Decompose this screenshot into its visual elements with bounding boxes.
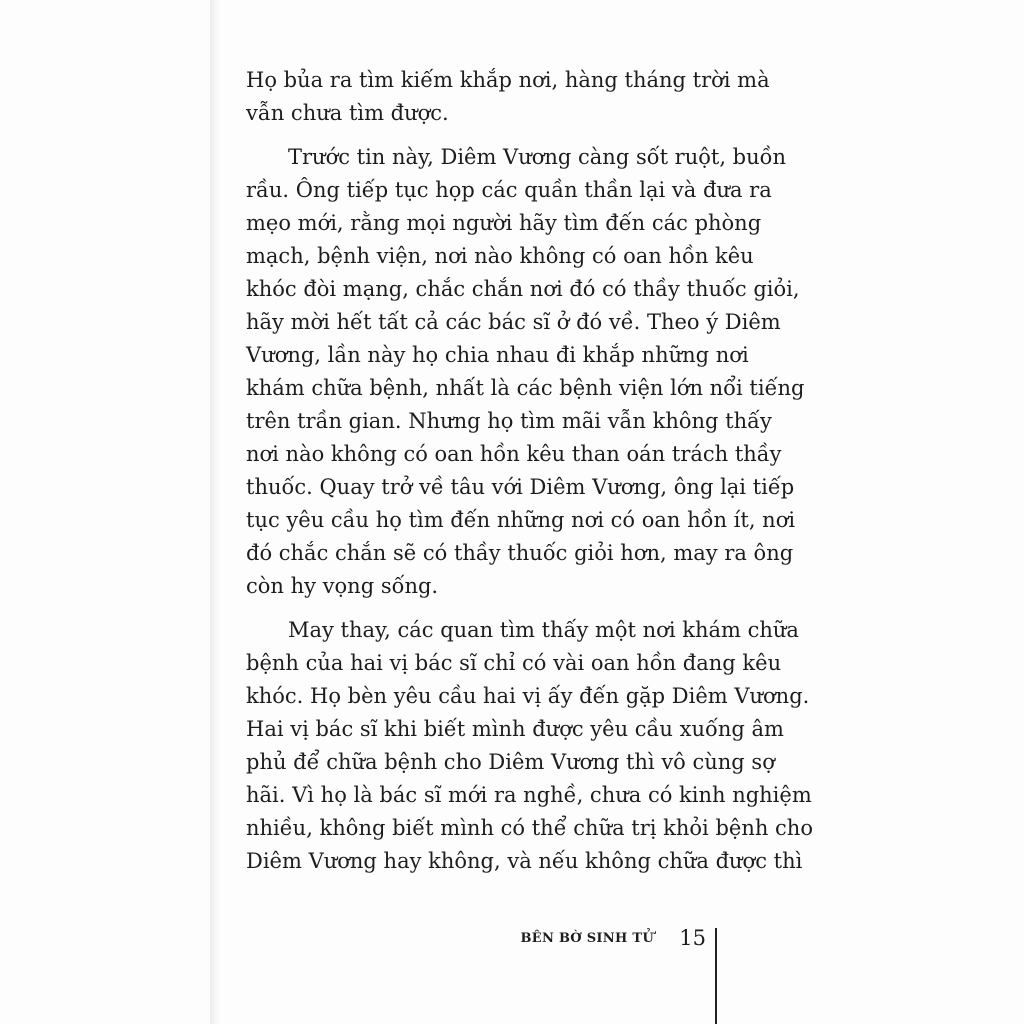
text-line: phủ để chữa bệnh cho Diêm Vương thì vô cùng sợ — [246, 750, 775, 774]
text-line: khóc. Họ bèn yêu cầu hai vị ấy đến gặp Diêm Vương. — [246, 684, 810, 708]
text-line: hãy mời hết tất cả các bác sĩ ở đó về. Theo ý Diêm — [246, 310, 781, 334]
text-line: Họ bủa ra tìm kiếm khắp nơi, hàng tháng trời mà — [246, 68, 770, 92]
text-line: khóc đòi mạng, chắc chắn nơi đó có thầy thuốc giỏi, — [246, 277, 800, 301]
text-line: tục yêu cầu họ tìm đến những nơi có oan hồn ít, nơi — [246, 508, 796, 532]
text-line: thuốc. Quay trở về tâu với Diêm Vương, ông lại tiếp — [246, 475, 795, 499]
body-text — [246, 64, 813, 878]
text-line: nhiều, không biết mình có thể chữa trị khỏi bệnh cho — [246, 816, 813, 840]
text-line: Trước tin này, Diêm Vương càng sốt ruột, buồn — [288, 145, 787, 169]
running-title: BÊN BỜ SINH TỬ — [520, 931, 654, 946]
footer-vertical-rule — [715, 928, 717, 1024]
text-line: nơi nào không có oan hồn kêu than oán trách thầy — [246, 442, 782, 466]
text-line: rầu. Ông tiếp tục họp các quần thần lại và đưa ra — [246, 178, 772, 202]
page-number: 15 — [679, 926, 706, 950]
paragraph-3 — [246, 614, 813, 878]
text-line: trên trần gian. Nhưng họ tìm mãi vẫn không thấy — [246, 409, 772, 433]
text-line: còn hy vọng sống. — [246, 574, 439, 598]
text-line: hãi. Vì họ là bác sĩ mới ra nghề, chưa có kinh nghiệm — [246, 783, 812, 807]
text-line: Hai vị bác sĩ khi biết mình được yêu cầu xuống âm — [246, 717, 784, 741]
text-line: Vương, lần này họ chia nhau đi khắp những nơi — [246, 343, 749, 367]
text-line: mẹo mới, rằng mọi người hãy tìm đến các phòng — [246, 211, 762, 235]
text-line: May thay, các quan tìm thấy một nơi khám chữa — [288, 618, 799, 642]
text-line: đó chắc chắn sẽ có thầy thuốc giỏi hơn, may ra ông — [246, 541, 794, 565]
page-footer — [520, 924, 710, 958]
text-line: mạch, bệnh viện, nơi nào không có oan hồn kêu — [246, 244, 754, 268]
paragraph-1 — [246, 64, 770, 130]
text-line: vẫn chưa tìm được. — [246, 101, 449, 125]
text-line: bệnh của hai vị bác sĩ chỉ có vài oan hồn đang kêu — [246, 651, 782, 675]
text-line: khám chữa bệnh, nhất là các bệnh viện lớn nổi tiếng — [246, 376, 805, 400]
page-gutter-shadow — [210, 0, 220, 1024]
paragraph-2 — [246, 141, 805, 603]
text-line: Diêm Vương hay không, và nếu không chữa được thì — [246, 849, 803, 873]
